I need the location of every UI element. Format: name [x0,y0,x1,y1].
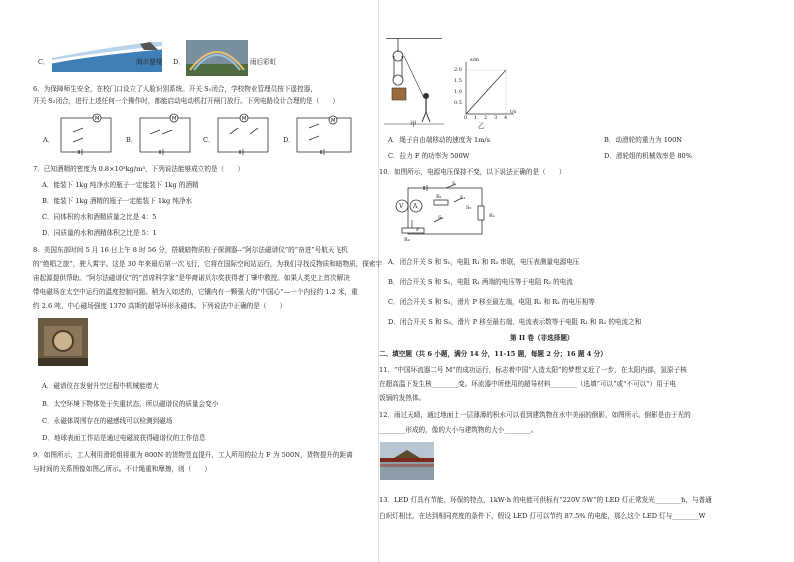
q6-option-b: B． [126,136,138,144]
q10-option-a: A．闭合开关 S 和 S₁，电阻 R₁ 和 R₂ 串联，电压表测量电源电压 [388,258,580,266]
q10-r2-label: R₂ [489,213,495,219]
circuit-d-diagram [295,112,355,158]
q8-line1: 8．美国东部时间 5 月 16 日上午 8 时 56 分，搭载暗物质粒子探测器--“阿尔法磁谱仪”的“奋进”号航天飞机 [33,246,348,254]
q11-line3: 饭锅的发热体。 [379,394,426,402]
q8-option-c: C．永磁体周围存在的磁感线可以检测到磁场 [42,417,173,425]
q10-r0-label: R₀ [404,237,410,243]
q11-line1: 11．“中国环流器二号 M”的成功运行，标志着中国“人造太阳”的梦想又近了一步，在太阳内部，氢原子核 [379,366,687,374]
q11-line2: 在超高温下发生核________变。环流器中所使用的超导材料________（选填“可以”或“不可以”）用于电 [379,380,677,388]
q7-option-d: D．同质量的水和酒精体积之比是 5：1 [42,229,157,237]
svg-text:M: M [95,116,100,122]
q7-option-a: A．能装下 1kg 纯净水的瓶子一定能装下 1kg 的酒精 [42,181,199,189]
reflection-photo [380,442,434,480]
q9-option-d: D．滑轮组的机械效率是 80% [604,152,692,160]
q10-s1-label: S₁ [460,195,466,201]
graph-xtick-0: 0 [464,115,468,121]
q7-stem: 7．已知酒精的密度为 0.8×10³kg/m³，下列说法能够成立的是（ ） [33,165,244,173]
svg-text:M: M [242,116,247,122]
q8-option-d: D．地球表面工作站是通过电磁波获得磁谱仪的工作信息 [42,434,206,442]
q13-line2: 白炽灯相比，在达到相同亮度的条件下，假设 LED 灯可以节约 87.5% 的电能，那么这个 LED 灯与________W [379,512,706,520]
q10-stem: 10．如图所示，电源电压保持不变，以下说法正确的是（ ） [379,168,566,176]
q8-line4: 带电磁场在太空中运行的温度控制问题。稍为入如述的，它镶内有一颗强大的“中国心”—一个内径约 1.2 米，重 [33,288,358,296]
graph-ytick-0: 2.0 [454,67,462,73]
q5-option-c-letter: C． [38,58,50,66]
q10-option-c: C．闭合开关 S 和 S₃，滑片 P 移至最左端，电阻 R₁ 和 R₂ 的电压相等 [388,298,595,306]
circuit-b-diagram [138,112,194,158]
q12-line2: ________形成的，像的大小与建筑物的大小________。 [379,426,538,434]
q9-option-c: C．拉力 F 的功率为 500W [388,152,470,160]
rainbow-photo [186,40,248,76]
spectrometer-photo [38,318,88,366]
circuit-c-diagram [216,112,272,158]
q10-r1-label: R₁ [436,194,442,200]
circuit-a-diagram [59,112,115,158]
q6-line1: 6．为保障师生安全，在校门口设立了人脸识别系统。开关 S₁闭合，学校物业管理员按下遥控器， [33,85,317,93]
svg-text:M: M [172,116,177,122]
q9-option-a: A．绳子自由端移动的速度为 1m/s [388,136,491,144]
q8-line2: 的“绝唱之旅”，驶入霄宇。这是 30 年来最后第一次飞行，它将在国际空间站运行，为我们寻找反物质和暗物质，探索宇 [33,260,383,268]
q8-line5: 约 2.6 吨、中心磁场强度 1370 高斯的超导环形永磁体。下列说法中正确的是（ ） [33,302,287,310]
q8-option-b: B．太空环境下物体处于失重状态，所以磁谱仪的质量会变小 [42,400,219,408]
graph-xtick-4: 4 [504,115,508,121]
q10-option-d: D．闭合开关 S 和 S₃，滑片 P 移至最右端，电流表示数等于电阻 R₁ 和 R₂ 的电流之和 [388,318,642,326]
q9-line1: 9．如图所示，工人利用滑轮组将重为 800N 的货物竖直提升，工人所用的拉力 F 为 500N，货物提升的距离 [33,451,353,459]
graph-xlabel: t/s [510,109,517,115]
graph-xtick-2: 2 [484,115,488,121]
q6-option-d: D． [283,136,295,144]
q10-option-b: B．闭合开关 S 和 S₂，电阻 R₁ 两端的电压等于电阻 R₂ 的电流 [388,278,573,286]
svg-text:M: M [331,118,336,124]
q9-option-b: B．动滑轮的重力为 100N [604,136,683,144]
graph-xtick-1: 1 [474,115,478,121]
q8-line3: 宙起源提供帮助。“阿尔法磁谱仪”的“首席科学家”是华裔诺贝尔奖获得者丁肇中教授。如果人类史上首次解决 [33,274,350,282]
figure-b-caption: 乙 [478,122,485,130]
q10-s2-label: S₂ [438,215,444,221]
q7-option-c: C．同体积的水和酒精质量之比是 4：5 [42,213,157,221]
q10-ammeter-label: A [413,203,418,210]
q5-option-c-label: 海市蜃楼 [136,58,163,66]
q10-p-label: P [416,227,420,233]
q6-option-a: A． [43,136,55,144]
q10-voltmeter-label: V [399,203,404,210]
q10-s-label: S [452,181,456,187]
q12-line1: 12．雨过天晴，通过地面上一层薄薄的积水可以看到建筑物在水中美丽的倒影，如图所示。倒影是由于光的 [379,411,691,419]
graph-ylabel: s/m [470,57,479,63]
graph-ytick-1: 1.5 [454,78,462,84]
mirage-photo [52,42,162,72]
q13-line1: 13．LED 灯具有节能、环保的特点，1kW·h 的电能可供标有“220V 5W”的 LED 灯正常发光________h，与普通 [379,496,712,504]
pulley-figure [384,38,444,126]
q6-option-c: C． [203,136,215,144]
q7-option-b: B．能装下 1kg 酒精的瓶子一定能装下 1kg 纯净水 [42,197,193,205]
q10-s3-label: S₃ [466,205,472,211]
section2-title: 二、填空题（共 6 小题，满分 14 分，11-15 题，每题 2 分；16 题 4 分） [379,350,607,358]
q8-option-a: A．磁谱仪在发射升空过程中机械能增大 [42,382,159,390]
graph-xtick-3: 3 [494,115,498,121]
figure-a-caption: 甲 [410,120,417,128]
graph-ytick-3: 0.5 [454,100,462,106]
q5-option-d-label: 雨后彩虹 [250,58,277,66]
column-divider [378,0,379,562]
section-header: 第 II 卷（非选择题） [510,334,574,342]
q9-line2: 与时间的关系图像如图乙所示。不计绳重和摩擦，则（ ） [33,465,212,473]
graph-ytick-2: 1.0 [454,89,462,95]
q5-option-d-letter: D． [173,58,185,66]
q6-line2: 开关 S₂闭合，进行上述任何一个操作时，都能启动电动机打开闸门放行。下列电路设计合理的是（ ） [33,97,339,105]
